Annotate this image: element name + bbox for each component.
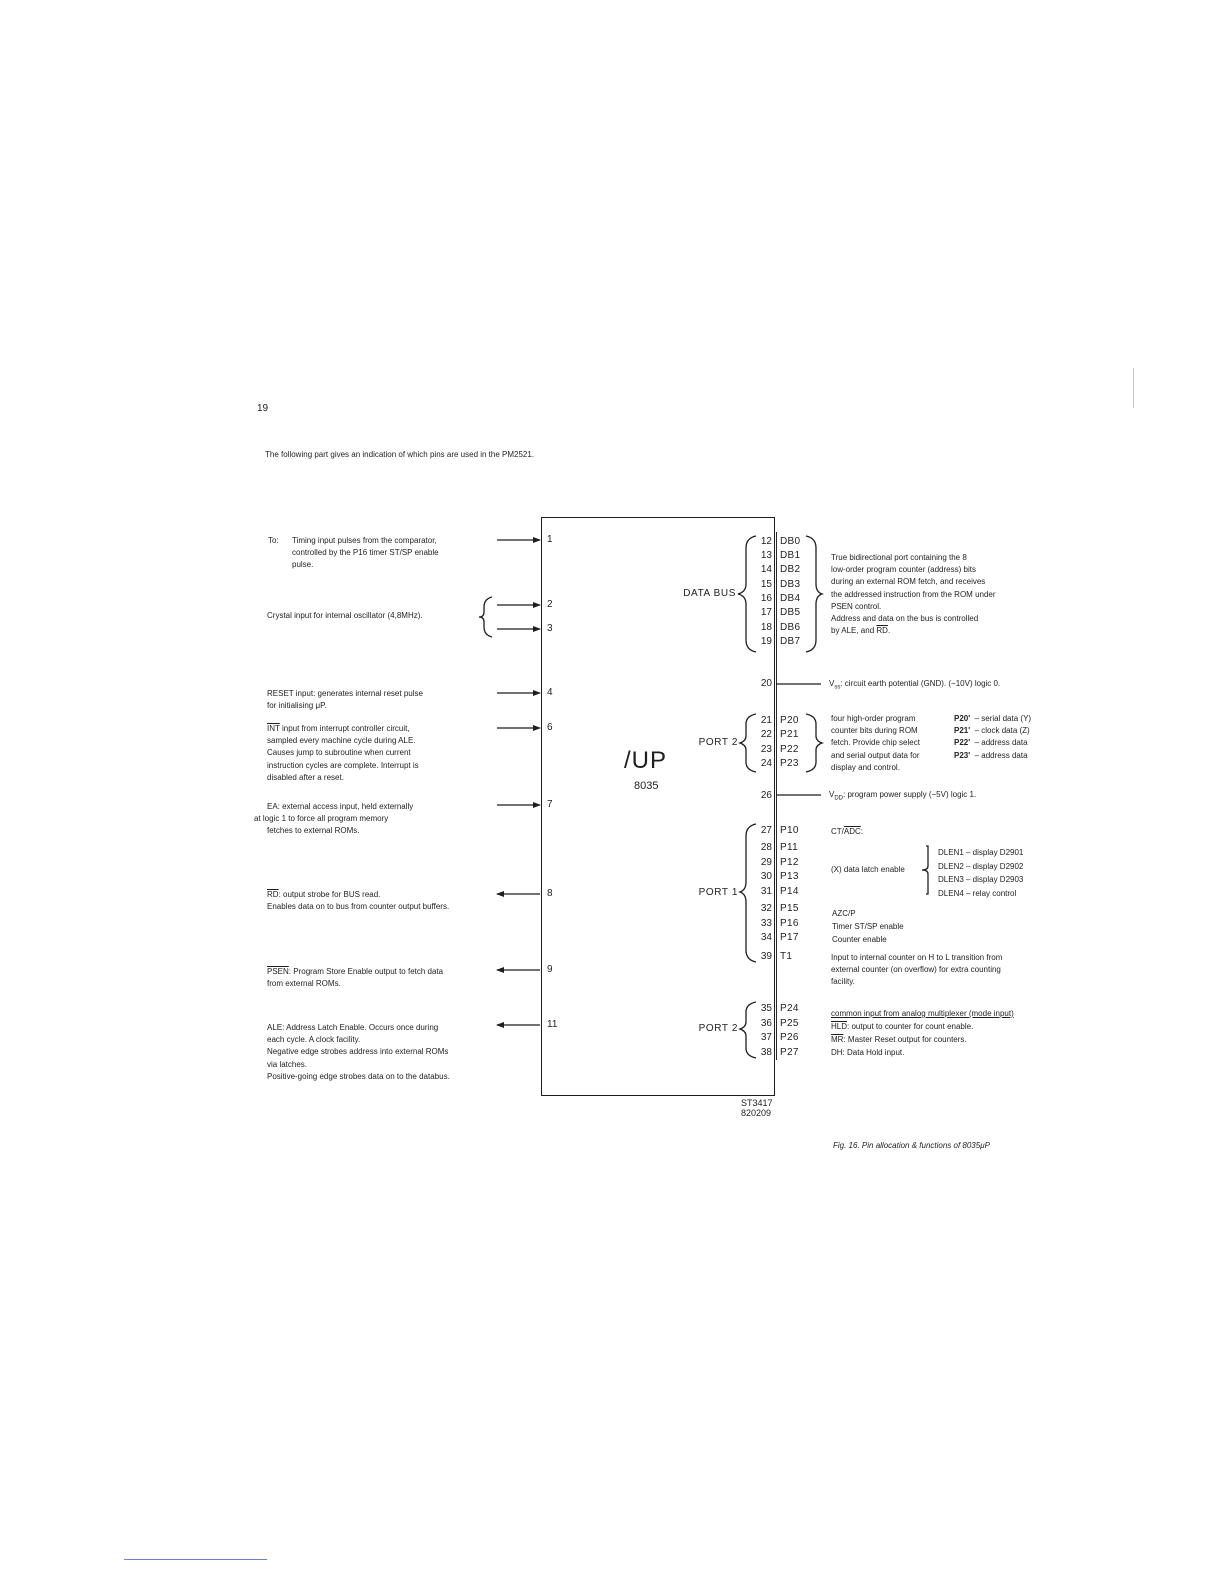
pin-27: 27 [760,825,772,836]
pin-19: 19 [760,636,772,647]
pin-name-p16: P16 [780,918,799,929]
t1-note: Input to internal counter on H to L transition from external counter (on overflow) for extra counting facility. [831,953,1003,987]
data-bus-note: True bidirectional port containing the 8 low-order program counter (address) bits during an external ROM fetch, and receives the addressed instruction from the ROM under PSEN control. Address and data on the bus is controlled by ALE, and $\overline{RD}$. [831,553,996,636]
port2-lower-label: PORT 2 [698,1023,738,1034]
pin-name-p13: P13 [780,871,799,882]
pin-3: 3 [547,623,553,634]
pin-13: 13 [760,550,772,561]
psen-note: PSEN: Program Store Enable output to fetch data from external ROMs. [267,967,444,989]
pin-22: 22 [760,729,772,740]
pin-name-p17: P17 [780,932,799,943]
pin-35: 35 [760,1003,772,1014]
pin-name-p27: P27 [780,1047,799,1058]
pin-37: 37 [760,1032,772,1043]
pin-name-p24: P24 [780,1003,799,1014]
pin-14: 14 [760,564,772,575]
pin-36: 36 [760,1018,772,1029]
crystal-brace [479,597,492,637]
ale-note: ALE: Address Latch Enable. Occurs once during each cycle. A clock facility. Negative edge strobes address into external ROMs via latches. Positive-going edge strobes data on to the databus. [267,1023,450,1081]
ct-adc-note: $CT/\overline{ADC}$: [831,827,864,836]
intro-text: The following part gives an indication of which pins are used in the PM2521. [265,450,535,459]
pin-name-db3: DB3 [780,579,801,590]
pin-name-p26: P26 [780,1032,799,1043]
pin-name-t1: T1 [780,951,793,962]
port2-lower-brace [740,1002,756,1058]
pin-name-p14: P14 [780,886,799,897]
pin-29: 29 [760,857,772,868]
pin-33: 33 [760,918,772,929]
vdd-note: $V_{DD}$: program power supply (−5V) logic 1. [829,790,977,802]
pin-name-db5: DB5 [780,607,801,618]
pin-name-db0: DB0 [780,536,801,547]
pin-name-db7: DB7 [780,636,801,647]
pin-16: 16 [760,593,772,604]
pin-38: 38 [760,1047,772,1058]
port2-upper-brace [740,714,756,772]
micro-p-logo: /UP [624,747,668,774]
pin-name-p20: P20 [780,715,799,726]
pin-name-p15: P15 [780,903,799,914]
int-note: $\overline{INT}$ input from interrupt controller circuit, sampled every machine cycle during ALE. Causes jump to subroutine when current instruction cycles are complete. Interrupt is disabled after a reset. [267,724,419,782]
pin-17: 17 [760,607,772,618]
pin-11: 11 [547,1019,558,1030]
latch-enable-note: (X) data latch enable [831,865,905,874]
pin-name-p23: P23 [780,758,799,769]
to-prefix: To: [268,536,279,545]
reset-note: RESET input: generates internal reset pulse for initialising μP. [267,689,423,711]
pin-2: 2 [547,599,553,610]
pin-name-db4: DB4 [780,593,801,604]
ea-note: EA: external access input, held externally at logic 1 to force all program memory fetches to external ROMs. [254,802,414,836]
pin-12: 12 [760,536,772,547]
pin-4: 4 [547,687,553,698]
pin-name-p12: P12 [780,857,799,868]
port2-signal-table: P20' – serial data (Y) P21' – clock data (Z) P22' – address data P23' – address data [954,714,1032,760]
rd-note: $\overline{RD}$: output strobe for BUS read. Enables data on to bus from counter output buffers. [267,890,450,912]
pin-32: 32 [760,903,772,914]
drawing-code: ST3417 820209 [741,1098,773,1118]
port2-upper-label: PORT 2 [698,737,738,748]
data-bus-right-brace [806,536,822,652]
figure-caption: Fig. 16. Pin allocation & functions of 8035μP [833,1141,990,1150]
pin-39: 39 [760,951,772,962]
pin-15: 15 [760,579,772,590]
port2-right-brace [806,714,822,772]
dlen-list: DLEN1 – display D2901 DLEN2 – display D2902 DLEN3 – display D2903 DLEN4 – relay control [938,848,1024,898]
footer-rule [124,1559,267,1560]
pin-name-p11: P11 [780,842,798,853]
pin-1: 1 [547,534,553,545]
to-description: Timing input pulses from the comparator, controlled by the P16 timer ST/SP enable pulse. [292,536,439,570]
port2-lower-notes: common input from analog multiplexer (mode input) $\overline{HLD}$: output to counter for count enable. $\overline{MR}$: Master Reset output for counters. DH: Data Hold input. [831,1009,1014,1057]
pin-30: 30 [760,871,772,882]
pin-name-p21: P21 [780,729,799,740]
pin-name-db6: DB6 [780,622,801,633]
dlen-brace [922,846,928,894]
pin-7: 7 [547,799,553,810]
chip-model: 8035 [634,780,659,792]
pin-name-db1: DB1 [780,550,801,561]
pin-8: 8 [547,888,553,899]
data-bus-label: DATA BUS [683,588,736,599]
pin-name-p25: P25 [780,1018,799,1029]
page-number: 19 [257,403,269,414]
pin-name-db2: DB2 [780,564,801,575]
pin-24: 24 [760,758,772,769]
pin-26: 26 [760,790,772,801]
port2-note: four high-order program counter bits during ROM fetch. Provide chip select and serial output data for display and control. [831,714,920,772]
pin-21: 21 [760,715,772,726]
pin-20: 20 [760,678,772,689]
pin-28: 28 [760,842,772,853]
pin-34: 34 [760,932,772,943]
pin-6: 6 [547,722,553,733]
pin-31: 31 [760,886,772,897]
pin-23: 23 [760,744,772,755]
port1-brace [740,824,756,962]
pin-name-p10: P10 [780,825,799,836]
pin-9: 9 [547,964,553,975]
crystal-note: Crystal input for internal oscillator (4,8MHz). [267,611,423,620]
data-bus-brace [738,536,756,652]
port1-label: PORT 1 [698,887,738,898]
vss-note: $V_{ss}$: circuit earth potential (GND). (−10V) logic 0. [829,679,1001,691]
pin-18: 18 [760,622,772,633]
pin-name-p22: P22 [780,744,799,755]
port1-upper-notes: AZC/P Timer ST/SP enable Counter enable [832,909,904,944]
